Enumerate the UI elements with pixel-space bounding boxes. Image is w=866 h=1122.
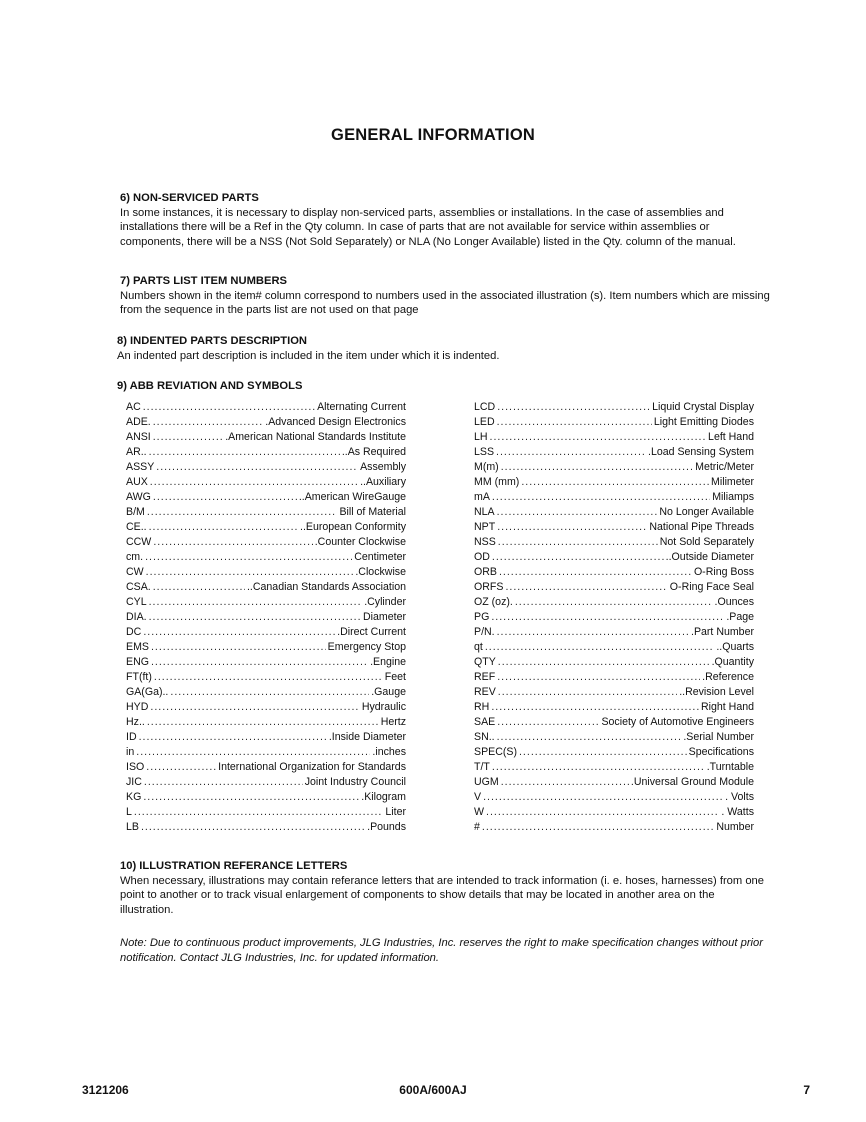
abbreviation-term: ORFS: [474, 581, 504, 593]
abbreviation-term: B/M: [126, 506, 145, 518]
dot-leader: [501, 460, 693, 475]
abbreviation-term: EMS: [126, 641, 149, 653]
dot-leader: [151, 640, 326, 655]
section-non-serviced-parts: [120, 191, 770, 249]
abbreviation-definition: Liquid Crystal Display: [652, 401, 754, 413]
abbreviation-definition: .Turntable: [706, 761, 754, 773]
footer-doc-number: 3121206: [82, 1083, 129, 1097]
abbreviation-row: [126, 610, 406, 625]
abbreviation-row: [126, 400, 406, 415]
dot-leader: [146, 760, 216, 775]
dot-leader: [149, 610, 361, 625]
abbreviation-term: ENG: [126, 656, 149, 668]
abbreviation-definition: .Kilogram: [361, 791, 406, 803]
abbreviation-row: [474, 670, 754, 685]
abbreviation-definition: Assembly: [360, 461, 406, 473]
abbreviation-definition: .Quantity: [711, 656, 754, 668]
abbreviation-row: [126, 430, 406, 445]
abbreviation-row: [126, 460, 406, 475]
abbreviation-row: [126, 490, 406, 505]
abbreviation-definition: . Watts: [721, 806, 754, 818]
abbreviation-term: LCD: [474, 401, 496, 413]
abbreviation-definition: .inches: [372, 746, 406, 758]
footer-model: 600A/600AJ: [399, 1083, 467, 1097]
abbreviation-row: [126, 475, 406, 490]
dot-leader: [498, 655, 710, 670]
abbreviation-definition: O-Ring Face Seal: [669, 581, 754, 593]
dot-leader: [497, 670, 700, 685]
disclaimer-note: Note: Due to continuous product improvements, JLG Industries, Inc. reserves the right to make specification changes without prior notification. Contact JLG Industries, Inc. for updated information.: [120, 937, 763, 964]
abbreviation-row: [474, 595, 754, 610]
dot-leader: [492, 760, 705, 775]
abbreviation-definition: .Load Sensing System: [648, 446, 754, 458]
abbreviation-term: ASSY: [126, 461, 155, 473]
abbreviation-definition: Milimeter: [711, 476, 754, 488]
dot-leader: [153, 535, 312, 550]
abbreviation-definition: .Ounces: [714, 596, 754, 608]
abbreviation-definition: International Organization for Standards: [218, 761, 406, 773]
abbreviation-term: ID: [126, 731, 137, 743]
abbreviation-row: [126, 445, 406, 460]
dot-leader: [519, 745, 687, 760]
dot-leader: [492, 550, 664, 565]
dot-leader: [149, 445, 340, 460]
abbreviation-definition: ..Auxiliary: [360, 476, 406, 488]
abbreviation-row: [126, 715, 406, 730]
abbreviation-row: [474, 535, 754, 550]
dot-leader: [498, 685, 677, 700]
abbreviation-row: [474, 700, 754, 715]
abbreviation-term: CCW: [126, 536, 152, 548]
abbreviation-definition: National Pipe Threads: [649, 521, 754, 533]
dot-leader: [490, 430, 707, 445]
section-heading: 6) NON-SERVICED PARTS: [120, 192, 259, 204]
abbreviation-row: [126, 580, 406, 595]
abbreviation-term: OD: [474, 551, 490, 563]
section-heading: 9) ABB REVIATION AND SYMBOLS: [117, 380, 303, 392]
abbreviation-term: CW: [126, 566, 144, 578]
abbreviation-definition: Feet: [384, 671, 406, 683]
abbreviation-row: [126, 670, 406, 685]
abbreviation-term: GA(Ga)..: [126, 686, 169, 698]
abbreviation-row: [474, 445, 754, 460]
abbreviation-definition: .Direct Current: [337, 626, 406, 638]
abbreviation-definition: ..American WireGauge: [298, 491, 406, 503]
abbreviation-row: [126, 535, 406, 550]
abbreviation-term: SN..: [474, 731, 495, 743]
abbreviation-term: CYL: [126, 596, 147, 608]
abbreviation-term: NSS: [474, 536, 496, 548]
dot-leader: [156, 460, 358, 475]
abbreviation-term: ORB: [474, 566, 497, 578]
abbreviation-row: [474, 820, 754, 835]
abbreviation-row: [474, 805, 754, 820]
section-body: When necessary, illustrations may contain referance letters that are intended to track information (i. e. hoses, harnesses) from one point to another or to track visual enlargement of components to show details that may be located in another area on the illustration.: [120, 874, 765, 916]
section-parts-list-item-numbers: [120, 274, 770, 318]
abbreviation-definition: Number: [716, 821, 754, 833]
abbreviation-term: #: [474, 821, 480, 833]
abbreviation-definition: .Reference: [702, 671, 754, 683]
abbreviation-definition: ..Outside Diameter: [665, 551, 754, 563]
abbreviation-definition: Miliamps: [712, 491, 754, 503]
abbreviation-row: [126, 685, 406, 700]
dot-leader: [505, 580, 667, 595]
dot-leader: [491, 700, 699, 715]
abbreviation-row: [126, 760, 406, 775]
abbreviation-term: REF: [474, 671, 496, 683]
abbreviation-definition: Society of Automotive Engineers: [601, 716, 754, 728]
dot-leader: [497, 520, 647, 535]
abbreviation-row: [474, 715, 754, 730]
abbreviation-row: [474, 475, 754, 490]
abbreviation-column-left: [126, 400, 406, 835]
abbreviation-definition: . Volts: [725, 791, 754, 803]
abbreviation-row: [126, 745, 406, 760]
abbreviation-definition: Bill of Material: [339, 506, 406, 518]
dot-leader: [153, 490, 297, 505]
abbreviation-definition: Right Hand: [701, 701, 754, 713]
abbreviation-definition: Centimeter: [354, 551, 406, 563]
dot-leader: [170, 685, 369, 700]
dot-leader: [154, 670, 383, 685]
abbreviation-definition: Hertz: [380, 716, 406, 728]
abbreviation-term: LED: [474, 416, 495, 428]
abbreviation-row: [474, 550, 754, 565]
abbreviation-definition: .American National Standards Institute: [225, 431, 406, 443]
abbreviation-term: cm.: [126, 551, 144, 563]
abbreviation-term: W: [474, 806, 484, 818]
abbreviation-term: MM (mm): [474, 476, 520, 488]
abbreviation-term: REV: [474, 686, 496, 698]
abbreviation-row: [474, 580, 754, 595]
abbreviation-row: [126, 640, 406, 655]
abbreviation-row: [126, 595, 406, 610]
section-heading: 10) ILLUSTRATION REFERANCE LETTERS: [120, 860, 348, 872]
dot-leader: [485, 640, 714, 655]
abbreviation-term: JIC: [126, 776, 142, 788]
dot-leader: [150, 475, 358, 490]
abbreviation-term: mA: [474, 491, 490, 503]
abbreviation-term: SPEC(S): [474, 746, 517, 758]
abbreviation-row: [474, 655, 754, 670]
abbreviation-row: [126, 730, 406, 745]
abbreviation-definition: Metric/Meter: [695, 461, 754, 473]
dot-leader: [497, 625, 689, 640]
abbreviation-row: [126, 520, 406, 535]
abbreviation-term: FT(ft): [126, 671, 152, 683]
abbreviation-definition: ..Quarts: [716, 641, 754, 653]
abbreviation-term: UGM: [474, 776, 499, 788]
abbreviation-term: LH: [474, 431, 488, 443]
dot-leader: [143, 400, 315, 415]
abbreviation-term: LSS: [474, 446, 495, 458]
abbreviation-definition: .Engine: [370, 656, 406, 668]
abbreviation-definition: Alternating Current: [317, 401, 406, 413]
abbreviation-definition: ..As Required: [341, 446, 406, 458]
abbreviation-definition: .Universal Ground Module: [630, 776, 754, 788]
dot-leader: [499, 565, 692, 580]
abbreviation-term: ISO: [126, 761, 145, 773]
dot-leader: [136, 745, 370, 760]
dot-leader: [497, 730, 682, 745]
abbreviation-row: [126, 700, 406, 715]
dot-leader: [483, 790, 723, 805]
abbreviation-term: LB: [126, 821, 139, 833]
dot-leader: [145, 550, 352, 565]
abbreviation-definition: ..European Conformity: [300, 521, 406, 533]
abbreviation-term: in: [126, 746, 135, 758]
abbreviation-row: [474, 610, 754, 625]
dot-leader: [496, 445, 646, 460]
dot-leader: [147, 715, 379, 730]
abbreviation-definition: .Pounds: [367, 821, 406, 833]
dot-leader: [143, 790, 359, 805]
abbreviation-row: [126, 415, 406, 430]
dot-leader: [149, 595, 363, 610]
dot-leader: [141, 820, 365, 835]
abbreviation-row: [474, 505, 754, 520]
section-indented-parts: [117, 334, 767, 363]
abbreviation-definition: No Longer Available: [659, 506, 754, 518]
abbreviation-row: [126, 565, 406, 580]
abbreviation-row: [474, 775, 754, 790]
abbreviation-row: [126, 550, 406, 565]
abbreviation-row: [474, 415, 754, 430]
dot-leader: [498, 535, 658, 550]
abbreviation-definition: Emergency Stop: [327, 641, 406, 653]
abbreviation-term: L: [126, 806, 132, 818]
abbreviation-definition: .Serial Number: [683, 731, 754, 743]
dot-leader: [139, 730, 327, 745]
section-illustration-letters: [120, 859, 770, 917]
abbreviation-term: NLA: [474, 506, 495, 518]
abbreviation-definition: Light Emitting Diodes: [653, 416, 754, 428]
abbreviation-term: AC: [126, 401, 141, 413]
abbreviation-row: [474, 430, 754, 445]
abbreviation-definition: .Clockwise: [355, 566, 406, 578]
dot-leader: [151, 655, 368, 670]
abbreviation-term: PG: [474, 611, 490, 623]
abbreviation-term: DC: [126, 626, 142, 638]
abbreviation-row: [126, 625, 406, 640]
dot-leader: [497, 415, 652, 430]
abbreviation-term: OZ (oz).: [474, 596, 513, 608]
abbreviation-term: CE..: [126, 521, 147, 533]
abbreviation-row: [126, 775, 406, 790]
abbreviation-term: P/N.: [474, 626, 495, 638]
abbreviation-row: [126, 805, 406, 820]
dot-leader: [492, 490, 710, 505]
abbreviation-term: DIA.: [126, 611, 147, 623]
abbreviation-row: [474, 460, 754, 475]
abbreviation-definition: .Part Number: [691, 626, 754, 638]
abbreviation-definition: Hydraulic: [361, 701, 406, 713]
dot-leader: [153, 580, 245, 595]
abbreviation-definition: Liter: [385, 806, 406, 818]
abbreviation-term: V: [474, 791, 482, 803]
abbreviation-definition: .Page: [726, 611, 754, 623]
abbreviation-term: AWG: [126, 491, 151, 503]
abbreviation-term: ADE.: [126, 416, 151, 428]
abbreviation-term: RH: [474, 701, 490, 713]
abbreviation-term: T/T: [474, 761, 490, 773]
abbreviation-definition: Not Sold Separately: [659, 536, 754, 548]
abbreviation-row: [474, 565, 754, 580]
abbreviation-definition: .Gauge: [371, 686, 406, 698]
abbreviation-definition: Joint Industry Council: [304, 776, 406, 788]
abbreviation-row: [126, 505, 406, 520]
abbreviation-definition: Diameter: [363, 611, 406, 623]
abbreviation-row: [474, 685, 754, 700]
dot-leader: [515, 595, 713, 610]
abbreviation-term: SAE: [474, 716, 496, 728]
abbreviation-term: CSA.: [126, 581, 151, 593]
dot-leader: [153, 415, 264, 430]
footer-page-number: 7: [803, 1083, 810, 1097]
section-abbreviations: [117, 379, 767, 394]
abbreviation-column-right: [474, 400, 754, 835]
dot-leader: [486, 805, 719, 820]
dot-leader: [482, 820, 714, 835]
abbreviation-term: AUX: [126, 476, 148, 488]
abbreviation-term: ANSI: [126, 431, 151, 443]
dot-leader: [491, 610, 724, 625]
abbreviation-row: [474, 760, 754, 775]
abbreviation-term: M(m): [474, 461, 499, 473]
dot-leader: [147, 505, 338, 520]
dot-leader: [497, 400, 650, 415]
abbreviation-row: [126, 790, 406, 805]
abbreviation-definition: ..Canadian Standards Association: [246, 581, 406, 593]
abbreviation-term: Hz..: [126, 716, 145, 728]
dot-leader: [521, 475, 709, 490]
abbreviation-definition: .Inside Diameter: [328, 731, 406, 743]
section-body: Numbers shown in the item# column correspond to numbers used in the associated illustration (s). Item numbers which are missing from the sequence in the parts list are not used on that page: [120, 289, 770, 317]
section-body: An indented part description is included in the item under which it is indented.: [117, 349, 500, 362]
abbreviation-row: [474, 640, 754, 655]
abbreviation-row: [474, 745, 754, 760]
dot-leader: [497, 715, 599, 730]
abbreviation-definition: Specifications: [688, 746, 754, 758]
dot-leader: [150, 700, 359, 715]
abbreviation-row: [474, 790, 754, 805]
abbreviation-definition: ..Revision Level: [679, 686, 754, 698]
abbreviation-row: [474, 520, 754, 535]
section-body: In some instances, it is necessary to display non-serviced parts, assemblies or installations. In the case of assemblies and installations there will be a Ref in the Qty column. In case of parts that are not available for service within assemblies or components, there will be a NSS (Not Sold Separately) or NLA (No Longer Available) listed in the Qty. column of the manual.: [120, 206, 736, 248]
abbreviation-term: QTY: [474, 656, 496, 668]
abbreviation-row: [474, 490, 754, 505]
dot-leader: [149, 520, 298, 535]
dot-leader: [497, 505, 658, 520]
section-heading: 7) PARTS LIST ITEM NUMBERS: [120, 275, 287, 287]
abbreviation-definition: .Counter Clockwise: [314, 536, 406, 548]
abbreviation-row: [126, 820, 406, 835]
dot-leader: [146, 565, 354, 580]
dot-leader: [153, 430, 223, 445]
abbreviation-row: [126, 655, 406, 670]
dot-leader: [143, 625, 335, 640]
dot-leader: [134, 805, 383, 820]
section-heading: 8) INDENTED PARTS DESCRIPTION: [117, 335, 307, 347]
abbreviation-definition: .Cylinder: [364, 596, 406, 608]
abbreviation-row: [474, 400, 754, 415]
abbreviation-definition: Left Hand: [708, 431, 754, 443]
page-title: GENERAL INFORMATION: [331, 126, 535, 144]
abbreviation-term: NPT: [474, 521, 496, 533]
dot-leader: [501, 775, 629, 790]
abbreviation-row: [474, 730, 754, 745]
abbreviation-row: [474, 625, 754, 640]
abbreviation-definition: O-Ring Boss: [693, 566, 754, 578]
abbreviation-term: AR..: [126, 446, 147, 458]
abbreviation-term: HYD: [126, 701, 149, 713]
abbreviation-term: KG: [126, 791, 142, 803]
abbreviation-term: qt: [474, 641, 483, 653]
abbreviation-definition: .Advanced Design Electronics: [265, 416, 406, 428]
dot-leader: [144, 775, 303, 790]
